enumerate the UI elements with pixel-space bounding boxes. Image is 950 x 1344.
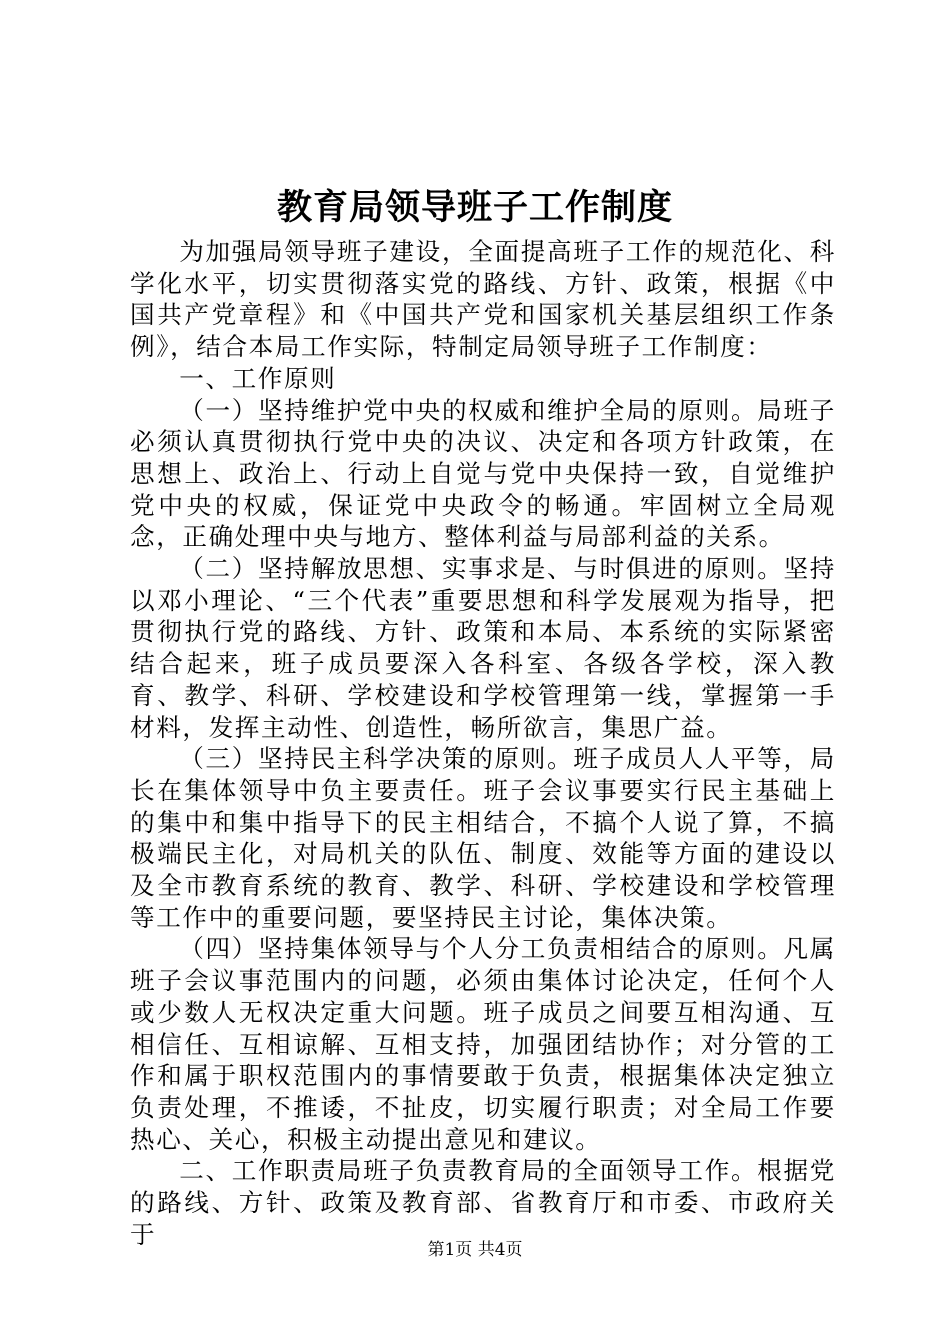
section-heading-principles: 一、工作原则 bbox=[179, 363, 337, 393]
paragraph-principle-1: （一）坚持维护党中央的权威和维护全局的原则。局班子必须认真贯彻执行党中央的决议、决定和各项方针政策，在思想上、政治上、行动上自觉与党中央保持一致，自觉维护党中央的权威，保证党中央政令的畅通。牢固树立全局观念，正确处理中央与地方、整体利益与局部利益的关系。 bbox=[130, 395, 836, 552]
document-title: 教育局领导班子工作制度 bbox=[276, 187, 673, 228]
page-number-footer: 第1页 共4页 bbox=[427, 1240, 523, 1260]
paragraph-principle-3: （三）坚持民主科学决策的原则。班子成员人人平等，局长在集体领导中负主要责任。班子会议事要实行民主基础上的集中和集中指导下的民主相结合，不搞个人说了算，不搞极端民主化，对局机关的队伍、制度、效能等方面的建设以及全市教育系统的教育、教学、科研、学校建设和学校管理等工作中的重要问题，要坚持民主讨论，集体决策。 bbox=[130, 744, 836, 932]
paragraph-duties: 二、工作职责局班子负责教育局的全面领导工作。根据党的路线、方针、政策及教育部、省教育厅和市委、市政府关于 bbox=[130, 1156, 836, 1249]
paragraph-principle-2: （二）坚持解放思想、实事求是、与时俱进的原则。坚持以邓小理论、“三个代表”重要思想和科学发展观为指导，把贯彻执行党的路线、方针、政策和本局、本系统的实际紧密结合起来，班子成员要深入各科室、各级各学校，深入教育、教学、科研、学校建设和学校管理第一线，掌握第一手材料，发挥主动性、创造性，畅所欲言，集思广益。 bbox=[130, 554, 836, 742]
paragraph-principle-4: （四）坚持集体领导与个人分工负责相结合的原则。凡属班子会议事范围内的问题，必须由集体讨论决定，任何个人或少数人无权决定重大问题。班子成员之间要互相沟通、互相信任、互相谅解、互相支持，加强团结协作；对分管的工作和属于职权范围内的事情要敢于负责，根据集体决定独立负责处理，不推诿，不扯皮，切实履行职责；对全局工作要热心、关心，积极主动提出意见和建议。 bbox=[130, 934, 836, 1154]
document-body bbox=[130, 236, 836, 1251]
paragraph-intro: 为加强局领导班子建设，全面提高班子工作的规范化、科学化水平，切实贯彻落实党的路线、方针、政策，根据《中国共产党章程》和《中国共产党和国家机关基层组织工作条例》，结合本局工作实际，特制定局领导班子工作制度： bbox=[130, 237, 836, 362]
